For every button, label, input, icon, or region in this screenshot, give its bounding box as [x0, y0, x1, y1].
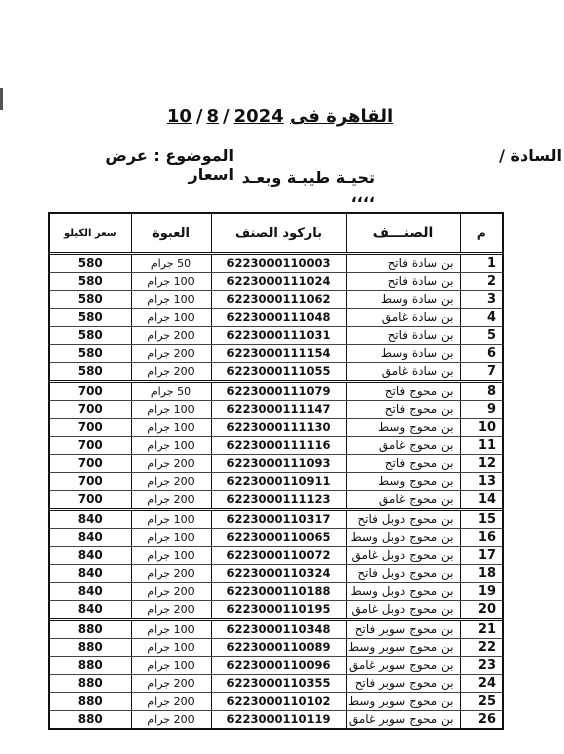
- column-header-barcode: باركود الصنف: [211, 214, 346, 254]
- row-number: 20: [460, 601, 502, 620]
- package-size: 200 جرام: [131, 583, 211, 601]
- product-barcode: 6223000110089: [211, 639, 346, 657]
- product-name: بن محوج دوبل وسط: [346, 583, 460, 601]
- package-size: 100 جرام: [131, 639, 211, 657]
- table-row: [50, 473, 502, 491]
- product-barcode: 6223000111048: [211, 309, 346, 327]
- product-name: بن سادة وسط: [346, 345, 460, 363]
- product-barcode: 6223000111116: [211, 437, 346, 455]
- product-barcode: 6223000110355: [211, 675, 346, 693]
- row-number: 10: [460, 419, 502, 437]
- product-barcode: 6223000110065: [211, 529, 346, 547]
- row-number: 18: [460, 565, 502, 583]
- table-row: [50, 327, 502, 345]
- table-row: [50, 254, 502, 273]
- package-size: 100 جرام: [131, 291, 211, 309]
- price-per-kilo: 880: [50, 675, 131, 693]
- product-barcode: 6223000110003: [211, 254, 346, 273]
- subject-line: الموضوع : عرض اسعار: [105, 146, 234, 184]
- page-edge-mark: [0, 88, 3, 110]
- price-per-kilo: 700: [50, 491, 131, 510]
- table-row: [50, 601, 502, 620]
- product-name: بن محوج سوبر غامق: [346, 711, 460, 729]
- row-number: 4: [460, 309, 502, 327]
- price-per-kilo: 580: [50, 273, 131, 291]
- table-row: [50, 711, 502, 729]
- product-name: بن محوج وسط: [346, 473, 460, 491]
- product-name: بن محوج سوبر وسط: [346, 693, 460, 711]
- product-name: بن محوج سوبر وسط: [346, 639, 460, 657]
- package-size: 200 جرام: [131, 455, 211, 473]
- price-per-kilo: 840: [50, 565, 131, 583]
- city-label: القاهرة فى: [289, 106, 394, 127]
- price-per-kilo: 580: [50, 327, 131, 345]
- date-year: 2024: [233, 106, 284, 127]
- product-name: بن محوج دوبل فاتح: [346, 510, 460, 529]
- table-row: [50, 309, 502, 327]
- row-number: 14: [460, 491, 502, 510]
- package-size: 200 جرام: [131, 327, 211, 345]
- product-barcode: 6223000111147: [211, 401, 346, 419]
- date-line: [160, 106, 400, 127]
- row-number: 9: [460, 401, 502, 419]
- product-barcode: 6223000111130: [211, 419, 346, 437]
- price-per-kilo: 840: [50, 510, 131, 529]
- column-header-name: الصنـــف: [346, 214, 460, 254]
- table-row: [50, 363, 502, 382]
- table-row: [50, 547, 502, 565]
- table-row: [50, 273, 502, 291]
- product-barcode: 6223000110911: [211, 473, 346, 491]
- price-per-kilo: 580: [50, 309, 131, 327]
- package-size: 200 جرام: [131, 711, 211, 729]
- product-barcode: 6223000111024: [211, 273, 346, 291]
- price-per-kilo: 580: [50, 363, 131, 382]
- row-number: 16: [460, 529, 502, 547]
- table-body: [50, 254, 502, 729]
- product-barcode: 6223000111062: [211, 291, 346, 309]
- price-per-kilo: 700: [50, 455, 131, 473]
- price-per-kilo: 700: [50, 473, 131, 491]
- price-per-kilo: 880: [50, 620, 131, 639]
- package-size: 50 جرام: [131, 382, 211, 401]
- row-number: 1: [460, 254, 502, 273]
- price-table: [50, 214, 502, 728]
- table-row: [50, 657, 502, 675]
- table-row: [50, 565, 502, 583]
- package-size: 200 جرام: [131, 601, 211, 620]
- row-number: 7: [460, 363, 502, 382]
- product-barcode: 6223000111031: [211, 327, 346, 345]
- product-name: بن محوج سوبر فاتح: [346, 620, 460, 639]
- table-row: [50, 291, 502, 309]
- package-size: 200 جرام: [131, 363, 211, 382]
- row-number: 24: [460, 675, 502, 693]
- table-row: [50, 693, 502, 711]
- package-size: 100 جرام: [131, 510, 211, 529]
- row-number: 3: [460, 291, 502, 309]
- row-number: 12: [460, 455, 502, 473]
- table-row: [50, 382, 502, 401]
- product-barcode: 6223000110348: [211, 620, 346, 639]
- package-size: 200 جرام: [131, 675, 211, 693]
- date-month: 8: [206, 106, 219, 127]
- price-per-kilo: 580: [50, 291, 131, 309]
- table-row: [50, 419, 502, 437]
- product-name: بن سادة غامق: [346, 309, 460, 327]
- product-barcode: 6223000110324: [211, 565, 346, 583]
- price-per-kilo: 880: [77, 712, 103, 726]
- product-barcode: 6223000110102: [211, 693, 346, 711]
- product-name: بن محوج سوبر غامق: [346, 657, 460, 675]
- row-number: 22: [460, 639, 502, 657]
- product-barcode: 6223000111154: [211, 345, 346, 363]
- table-header-row: [50, 214, 502, 254]
- row-number: 11: [460, 437, 502, 455]
- price-per-kilo: 840: [50, 547, 131, 565]
- salutation: السادة /: [499, 146, 562, 165]
- table-row: [50, 583, 502, 601]
- row-number: 26: [460, 711, 502, 729]
- product-name: بن محوج دوبل غامق: [346, 601, 460, 620]
- price-per-kilo: 580: [50, 254, 131, 273]
- product-name: بن محوج فاتح: [346, 382, 460, 401]
- price-per-kilo: 880: [50, 657, 131, 675]
- price-per-kilo: 840: [50, 601, 131, 620]
- product-barcode: 6223000110096: [211, 657, 346, 675]
- row-number: 13: [460, 473, 502, 491]
- product-barcode: 6223000111093: [211, 455, 346, 473]
- price-per-kilo: 580: [50, 345, 131, 363]
- product-name: بن محوج دوبل فاتح: [346, 565, 460, 583]
- row-number: 25: [460, 693, 502, 711]
- date-day: 10: [166, 106, 192, 127]
- row-number: 17: [460, 547, 502, 565]
- table-row: [50, 455, 502, 473]
- package-size: 200 جرام: [131, 693, 211, 711]
- product-name: بن محوج سوبر فاتح: [346, 675, 460, 693]
- product-name: بن محوج وسط: [346, 419, 460, 437]
- price-per-kilo: 840: [50, 583, 131, 601]
- row-number: 21: [460, 620, 502, 639]
- product-barcode: 6223000110119: [211, 711, 346, 729]
- row-number: 6: [460, 345, 502, 363]
- table-row: [50, 437, 502, 455]
- table-row: [50, 620, 502, 639]
- date-separator: /: [222, 106, 230, 127]
- greeting-line: تحيـة طيبـة وبعـد ،،،،: [241, 168, 375, 206]
- package-size: 200 جرام: [131, 565, 211, 583]
- price-per-kilo: 700: [50, 419, 131, 437]
- product-barcode: 6223000110072: [211, 547, 346, 565]
- table-row: [50, 491, 502, 510]
- price-per-kilo: 880: [50, 693, 131, 711]
- price-per-kilo: 700: [50, 437, 131, 455]
- package-size: 200 جرام: [131, 473, 211, 491]
- product-name: بن سادة وسط: [346, 291, 460, 309]
- column-header-price: سعر الكيلو: [50, 214, 131, 254]
- package-size: 100 جرام: [131, 547, 211, 565]
- date-separator: /: [195, 106, 203, 127]
- product-barcode: 6223000111055: [211, 363, 346, 382]
- row-number: 23: [460, 657, 502, 675]
- package-size: 50 جرام: [131, 254, 211, 273]
- price-per-kilo: 840: [50, 529, 131, 547]
- product-name: بن محوج غامق: [346, 437, 460, 455]
- column-header-num: م: [460, 214, 502, 254]
- price-per-kilo: 700: [50, 401, 131, 419]
- table-row: [50, 675, 502, 693]
- product-barcode: 6223000111123: [211, 491, 346, 510]
- product-name: بن سادة فاتح: [346, 273, 460, 291]
- column-header-pack: العبوة: [131, 214, 211, 254]
- package-size: 100 جرام: [131, 401, 211, 419]
- package-size: 100 جرام: [131, 309, 211, 327]
- row-number: 19: [460, 583, 502, 601]
- row-number: 8: [460, 382, 502, 401]
- product-name: بن محوج فاتح: [346, 401, 460, 419]
- package-size: 100 جرام: [131, 419, 211, 437]
- product-barcode: 6223000110188: [211, 583, 346, 601]
- product-barcode: 6223000110195: [211, 601, 346, 620]
- product-barcode: 6223000111079: [211, 382, 346, 401]
- product-name: بن محوج دوبل وسط: [346, 529, 460, 547]
- price-per-kilo: 700: [50, 382, 131, 401]
- package-size: 100 جرام: [131, 620, 211, 639]
- table-row: [50, 510, 502, 529]
- package-size: 100 جرام: [131, 529, 211, 547]
- product-name: بن محوج دوبل غامق: [346, 547, 460, 565]
- table-row: [50, 401, 502, 419]
- product-barcode: 6223000110317: [211, 510, 346, 529]
- product-name: بن سادة فاتح: [346, 254, 460, 273]
- price-per-kilo: 880: [50, 639, 131, 657]
- table-row: [50, 639, 502, 657]
- row-number: 15: [460, 510, 502, 529]
- table-row: [50, 529, 502, 547]
- product-name: بن محوج فاتح: [346, 455, 460, 473]
- product-name: بن سادة غامق: [346, 363, 460, 382]
- row-number: 5: [460, 327, 502, 345]
- price-table-frame: [48, 212, 504, 730]
- package-size: 200 جرام: [131, 491, 211, 510]
- table-row: [50, 345, 502, 363]
- package-size: 100 جرام: [131, 273, 211, 291]
- product-name: بن سادة فاتح: [346, 327, 460, 345]
- product-name: بن محوج غامق: [346, 491, 460, 510]
- package-size: 200 جرام: [131, 345, 211, 363]
- row-number: 2: [460, 273, 502, 291]
- package-size: 100 جرام: [131, 437, 211, 455]
- package-size: 100 جرام: [131, 657, 211, 675]
